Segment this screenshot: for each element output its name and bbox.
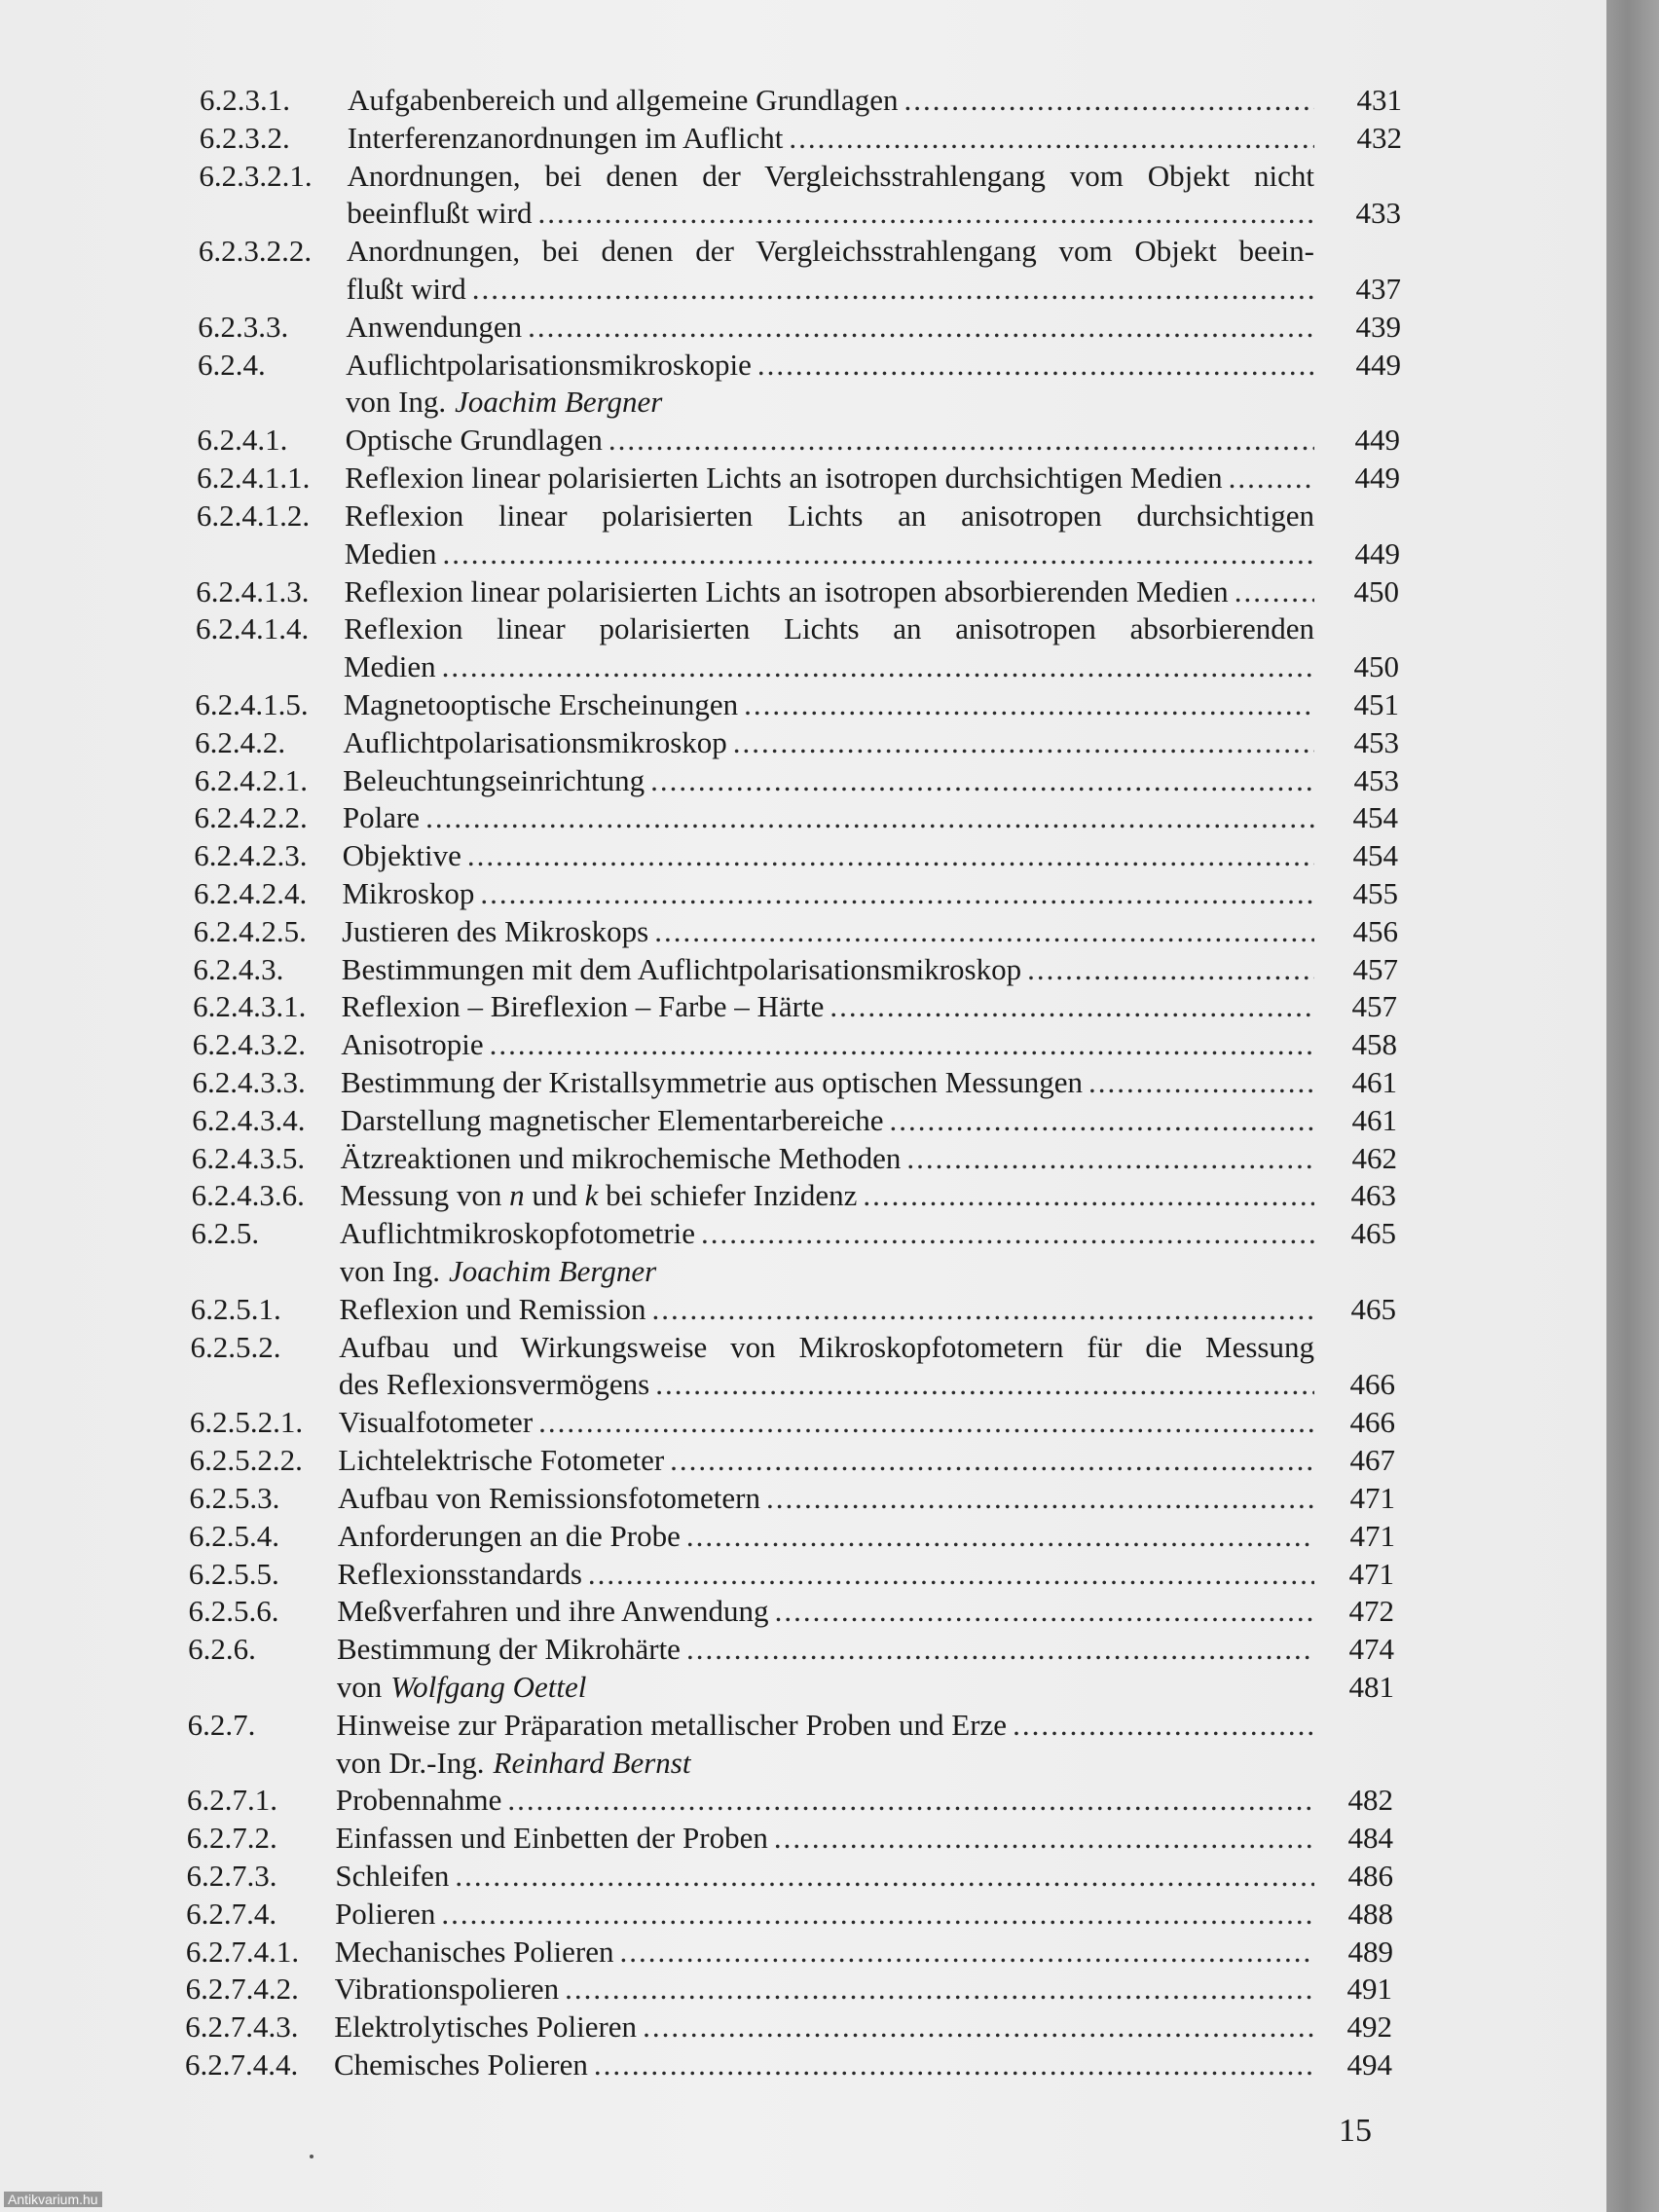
section-title [340, 1140, 1314, 1177]
watermark: Antikvarium.hu [4, 2192, 102, 2207]
leader-dots [538, 1404, 1314, 1441]
section-title [337, 1593, 1314, 1630]
section-title [347, 271, 1314, 308]
page-reference: 486 [1347, 1859, 1393, 1893]
toc-entry [0, 120, 1606, 157]
page-reference: 437 [1355, 272, 1401, 306]
section-title [346, 309, 1314, 346]
section-number: 6.2.3.2. [199, 121, 290, 155]
section-number: 6.2.5.1. [190, 1292, 281, 1326]
toc-entry [0, 1745, 1606, 1782]
section-title [342, 875, 1314, 912]
leader-dots [455, 1858, 1314, 1895]
toc-entry [0, 1102, 1606, 1139]
section-title [345, 460, 1314, 497]
leader-dots [594, 2046, 1314, 2083]
toc-entry [0, 1140, 1606, 1177]
section-title [345, 535, 1314, 572]
page-reference: 481 [1348, 1670, 1394, 1704]
section-number: 6.2.6. [188, 1632, 256, 1666]
section-number: 6.2.7.4.2. [185, 1972, 299, 2006]
leader-dots [1013, 1707, 1314, 1744]
page-reference: 456 [1352, 914, 1398, 948]
toc-entry [0, 799, 1606, 836]
section-title [341, 1064, 1314, 1101]
section-title-text: Anordnungen, bei denen der Vergleichsstrahlengang vom Objekt nicht [347, 159, 1314, 193]
page-reference: 467 [1349, 1443, 1395, 1477]
section-title-text: Auflichtpolarisationsmikroskopie [346, 348, 752, 382]
toc-entry [0, 2046, 1606, 2083]
toc-entry [0, 1858, 1606, 1895]
section-title-text: Ätzreaktionen und mikrochemische Methoden [340, 1141, 902, 1175]
section-title-text: Aufgabenbereich und allgemeine Grundlagen [348, 83, 899, 117]
section-title-text: Anordnungen, bei denen der Vergleichsstrahlengang vom Objekt beein- [346, 234, 1314, 268]
section-title-text: Mechanisches Polieren [334, 1935, 614, 1969]
leader-dots [757, 347, 1314, 384]
toc-entry [0, 1556, 1606, 1593]
page-reference: 466 [1349, 1405, 1395, 1439]
toc-entry [0, 233, 1606, 270]
toc-entry [0, 1442, 1606, 1479]
toc-entry [0, 1518, 1606, 1555]
toc-entry [0, 1253, 1606, 1290]
section-title [336, 1782, 1314, 1819]
section-title-text: Optische Grundlagen [345, 423, 603, 457]
section-number: 6.2.4.3.6. [191, 1178, 305, 1212]
section-number: 6.2.3.2.1. [199, 159, 313, 193]
section-title [342, 988, 1314, 1025]
section-title-text: Meßverfahren und ihre Anwendung [337, 1594, 769, 1628]
toc-entry [0, 1782, 1606, 1819]
section-title-text: Einfassen und Einbetten der Proben [335, 1821, 768, 1855]
leader-dots [490, 1026, 1314, 1063]
leader-dots [655, 1366, 1314, 1403]
section-number: 6.2.5. [191, 1216, 260, 1250]
leader-dots [650, 762, 1314, 799]
section-title [343, 762, 1314, 799]
section-number: 6.2.4.1.5. [195, 687, 309, 721]
leader-dots [1229, 460, 1314, 497]
section-title-text: von Dr.-Ing. [336, 1746, 485, 1780]
section-title [338, 1442, 1314, 1479]
section-number: 6.2.5.2.1. [189, 1405, 304, 1439]
section-title [344, 610, 1314, 647]
author-name: Wolfgang Oettel [390, 1670, 587, 1704]
leader-dots [442, 535, 1314, 572]
page-reference: 462 [1351, 1141, 1397, 1175]
section-title [339, 1329, 1314, 1366]
section-title [335, 1934, 1314, 1971]
section-title-text: Anwendungen [346, 310, 523, 344]
section-title [336, 1707, 1314, 1744]
section-number: 6.2.3.3. [198, 310, 289, 344]
toc-entry [0, 1215, 1606, 1252]
leader-dots [744, 686, 1314, 723]
paper-speck [310, 2155, 313, 2158]
leader-dots [565, 1971, 1314, 2008]
section-title [344, 648, 1314, 685]
leader-dots [863, 1177, 1314, 1214]
section-title-text: Interferenzanordnungen im Auflicht [347, 121, 784, 155]
section-number: 6.2.4.3. [193, 952, 284, 986]
toc-entry [0, 724, 1606, 761]
toc-entry [0, 498, 1606, 535]
page-reference: 449 [1354, 461, 1400, 495]
page-reference: 450 [1353, 649, 1399, 683]
toc-entry [0, 2009, 1606, 2046]
toc-entry [0, 1971, 1606, 2008]
page-reference: 450 [1353, 574, 1399, 608]
toc-entry [0, 1593, 1606, 1630]
section-title-text: Messung von n und k bei schiefer Inzidenz [340, 1178, 858, 1212]
section-title-text: des Reflexionsvermögens [338, 1367, 650, 1401]
section-number: 6.2.4. [197, 348, 266, 382]
page-reference: 458 [1351, 1027, 1397, 1061]
leader-dots [830, 988, 1314, 1025]
leader-dots [652, 1291, 1314, 1328]
section-title-text: Mikroskop [342, 876, 475, 910]
section-title [346, 384, 1314, 421]
section-title [339, 1404, 1314, 1441]
section-number: 6.2.4.1.3. [196, 574, 310, 608]
toc-entry [0, 1631, 1606, 1668]
toc-entry [0, 1404, 1606, 1441]
section-title-text: Reflexion linear polarisierten Lichts an anisotropen durchsichtigen [345, 498, 1314, 533]
toc-entry [0, 1896, 1606, 1933]
section-title [340, 1215, 1314, 1252]
section-title-text: Chemisches Polieren [334, 2047, 588, 2082]
section-title-text: Medien [343, 649, 436, 683]
section-number: 6.2.4.3.2. [192, 1027, 307, 1061]
section-title [343, 799, 1314, 836]
leader-dots [442, 648, 1314, 685]
section-title [347, 158, 1314, 195]
section-number: 6.2.7.4.4. [185, 2047, 299, 2082]
section-title-text: Hinweise zur Präparation metallischer Proben und Erze [336, 1708, 1008, 1742]
leader-dots [528, 309, 1314, 346]
section-number: 6.2.5.2.2. [189, 1443, 303, 1477]
section-title-text: von Ing. [339, 1254, 440, 1288]
section-number: 6.2.4.3.5. [191, 1141, 306, 1175]
section-title-text: Reflexion linear polarisierten Lichts an anisotropen absorbierenden [344, 611, 1314, 645]
toc-entry [0, 1064, 1606, 1101]
section-title-text: Visualfotometer [338, 1405, 534, 1439]
toc-entry [0, 347, 1606, 384]
section-title-text: Darstellung magnetischer Elementarbereiche [340, 1103, 884, 1137]
toc-entry [0, 384, 1606, 421]
section-number: 6.2.4.2.5. [193, 914, 307, 948]
toc-entry [0, 1329, 1606, 1366]
section-title [342, 951, 1314, 988]
leader-dots [904, 82, 1314, 119]
leader-dots [774, 1820, 1314, 1857]
section-title-text: Reflexion und Remission [339, 1292, 646, 1326]
section-title-text: Lichtelektrische Fotometer [338, 1443, 665, 1477]
section-title-text: Justieren des Mikroskops [342, 914, 649, 948]
section-number: 6.2.7.4.1. [185, 1935, 300, 1969]
page-reference: 491 [1346, 1972, 1392, 2006]
page-reference: 457 [1352, 952, 1398, 986]
section-title-text: Schleifen [335, 1859, 450, 1893]
section-title [344, 686, 1314, 723]
section-title-text: beeinflußt wird [347, 196, 533, 230]
page-reference: 461 [1351, 1065, 1397, 1099]
page-reference: 463 [1350, 1178, 1396, 1212]
section-title [339, 1291, 1314, 1328]
page-reference: 471 [1348, 1557, 1394, 1591]
section-title-text: Anisotropie [341, 1027, 484, 1061]
page-reference: 451 [1353, 687, 1399, 721]
leader-dots [654, 913, 1314, 950]
toc-entry [0, 1707, 1606, 1744]
section-title [346, 422, 1314, 459]
page-reference: 449 [1354, 536, 1400, 571]
leader-dots [441, 1896, 1314, 1933]
section-title-text: Reflexion linear polarisierten Lichts an isotropen absorbierenden Medien [344, 574, 1229, 608]
page-reference: 494 [1346, 2047, 1392, 2082]
leader-dots [766, 1480, 1314, 1517]
leader-dots [507, 1782, 1314, 1819]
toc-entry [0, 573, 1606, 610]
leader-dots [537, 195, 1314, 232]
section-title-text: Beleuchtungseinrichtung [343, 763, 645, 797]
section-number: 6.2.5.6. [188, 1594, 279, 1628]
leader-dots [686, 1631, 1314, 1668]
section-title [339, 1366, 1314, 1403]
section-title-text: Anforderungen an die Probe [337, 1519, 681, 1553]
leader-dots [789, 120, 1314, 157]
page-reference: 453 [1353, 763, 1399, 797]
section-title [335, 1858, 1314, 1895]
section-title-text: Reflexion linear polarisierten Lichts an isotropen durchsichtigen Medien [345, 461, 1223, 495]
section-number: 6.2.3.2.2. [198, 234, 313, 268]
section-title-text: von [336, 1670, 383, 1704]
toc-entry [0, 762, 1606, 799]
section-title-text: Probennahme [335, 1783, 502, 1817]
leader-dots [701, 1215, 1314, 1252]
toc-entry [0, 460, 1606, 497]
toc-entry [0, 1934, 1606, 1971]
leader-dots [425, 799, 1314, 836]
toc-entry [0, 1480, 1606, 1517]
page-reference: 465 [1350, 1292, 1396, 1326]
leader-dots [889, 1102, 1314, 1139]
toc-entry [0, 837, 1606, 874]
section-title-text: Auflichtpolarisationsmikroskop [343, 725, 727, 759]
page-reference: 432 [1356, 121, 1402, 155]
toc-entry [0, 158, 1606, 195]
section-title-text: Magnetooptische Erscheinungen [343, 687, 739, 721]
toc-entry [0, 951, 1606, 988]
section-title [342, 913, 1314, 950]
leader-dots [619, 1934, 1314, 1971]
page-reference: 439 [1355, 310, 1401, 344]
author-name: Joachim Bergner [448, 1254, 657, 1288]
section-number: 6.2.4.2.1. [194, 763, 309, 797]
section-title [336, 1820, 1314, 1857]
section-title-text: Polare [342, 800, 421, 834]
section-number: 6.2.7.4. [186, 1897, 277, 1931]
section-title-text: von Ing. [345, 385, 447, 419]
section-title [348, 82, 1314, 119]
page-reference: 461 [1351, 1103, 1397, 1137]
page-number: 15 [1339, 2113, 1372, 2149]
toc-entry [0, 1820, 1606, 1857]
section-title [334, 2009, 1314, 2046]
leader-dots [480, 875, 1314, 912]
toc-entry [0, 648, 1606, 685]
section-title-text: Bestimmungen mit dem Auflichtpolarisationsmikroskop [341, 952, 1022, 986]
leader-dots [670, 1442, 1314, 1479]
leader-dots [733, 724, 1314, 761]
page-reference: 449 [1354, 423, 1400, 457]
section-title [338, 1480, 1314, 1517]
section-title-text: Reflexionsstandards [337, 1557, 582, 1591]
section-number: 6.2.4.1.1. [197, 461, 311, 495]
section-title [348, 120, 1314, 157]
section-number: 6.2.7.4.3. [185, 2009, 299, 2044]
toc-entry [0, 875, 1606, 912]
leader-dots [608, 422, 1314, 459]
toc-entry [0, 1177, 1606, 1214]
section-title-text: Objektive [342, 838, 461, 872]
leader-dots [1027, 951, 1314, 988]
toc-entry [0, 1669, 1606, 1706]
page-reference: 457 [1351, 989, 1397, 1023]
book-spine-shadow [1606, 0, 1659, 2212]
page-reference: 449 [1355, 348, 1401, 382]
section-number: 6.2.5.3. [189, 1481, 280, 1515]
section-number: 6.2.4.2.3. [194, 838, 308, 872]
section-title [336, 1745, 1314, 1782]
author-name: Joachim Bergner [455, 385, 663, 419]
section-title-text: Aufbau von Remissionsfotometern [338, 1481, 760, 1515]
toc-entry [0, 686, 1606, 723]
leader-dots [467, 837, 1314, 874]
section-title [343, 837, 1314, 874]
page-reference: 431 [1356, 83, 1402, 117]
section-title [346, 347, 1314, 384]
section-number: 6.2.3.1. [200, 83, 290, 117]
section-title-text: Polieren [335, 1897, 436, 1931]
leader-dots [775, 1593, 1314, 1630]
page-reference: 433 [1355, 196, 1401, 230]
page-reference: 471 [1349, 1481, 1395, 1515]
page-reference: 453 [1353, 725, 1399, 759]
toc-entry [0, 1291, 1606, 1328]
section-title-text: flußt wird [346, 272, 466, 306]
section-number: 6.2.4.2.4. [193, 876, 308, 910]
section-number: 6.2.5.2. [190, 1330, 281, 1364]
page-reference: 465 [1350, 1216, 1396, 1250]
page-reference: 455 [1352, 876, 1398, 910]
section-number: 6.2.7. [187, 1708, 256, 1742]
section-number: 6.2.4.1.2. [196, 498, 311, 533]
section-number: 6.2.7.2. [186, 1821, 277, 1855]
page-reference: 489 [1347, 1935, 1393, 1969]
leader-dots [643, 2009, 1314, 2046]
section-title [334, 2046, 1314, 2083]
toc-entry [0, 535, 1606, 572]
section-number: 6.2.5.5. [188, 1557, 279, 1591]
section-title-text: Bestimmung der Kristallsymmetrie aus optischen Messungen [341, 1065, 1083, 1099]
page-reference: 484 [1347, 1821, 1393, 1855]
page-reference: 472 [1348, 1594, 1394, 1628]
section-title-text: Bestimmung der Mikrohärte [336, 1632, 681, 1666]
section-title [341, 1102, 1314, 1139]
section-title-text: Vibrationspolieren [334, 1972, 560, 2006]
section-title [347, 195, 1314, 232]
page-reference: 492 [1346, 2009, 1392, 2044]
section-title [337, 1631, 1314, 1668]
section-number: 6.2.5.4. [189, 1519, 280, 1553]
leader-dots [1235, 573, 1314, 610]
section-number: 6.2.4.2. [195, 725, 286, 759]
section-title-text: Auflichtmikroskopfotometrie [339, 1216, 695, 1250]
toc-entry [0, 309, 1606, 346]
section-title [341, 1026, 1314, 1063]
section-number: 6.2.4.3.3. [192, 1065, 306, 1099]
section-title-text: Aufbau und Wirkungsweise von Mikroskopfotometern für die Messung [339, 1330, 1314, 1364]
section-title [345, 573, 1315, 610]
leader-dots [1088, 1064, 1314, 1101]
leader-dots [906, 1140, 1314, 1177]
section-number: 6.2.4.1.4. [195, 611, 310, 645]
page-reference: 454 [1352, 800, 1398, 834]
toc-entry [0, 1026, 1606, 1063]
page-reference: 488 [1347, 1897, 1393, 1931]
section-title [340, 1177, 1314, 1214]
section-title [335, 1971, 1314, 2008]
section-number: 6.2.4.3.4. [192, 1103, 306, 1137]
toc-entry [0, 1366, 1606, 1403]
toc-entry [0, 610, 1606, 647]
section-title [343, 724, 1314, 761]
section-title [340, 1253, 1314, 1290]
section-number: 6.2.4.1. [197, 423, 288, 457]
section-title-text: Medien [344, 536, 437, 571]
page-reference: 474 [1348, 1632, 1394, 1666]
section-title-text: Elektrolytisches Polieren [334, 2009, 638, 2044]
section-title-text: Reflexion – Bireflexion – Farbe – Härte [341, 989, 825, 1023]
section-number: 6.2.4.2.2. [194, 800, 308, 834]
section-title [337, 1669, 1314, 1706]
page-reference: 482 [1347, 1783, 1393, 1817]
toc-entry [0, 271, 1606, 308]
page-reference: 454 [1352, 838, 1398, 872]
section-title [338, 1518, 1314, 1555]
section-number: 6.2.7.3. [186, 1859, 277, 1893]
toc-entry [0, 82, 1606, 119]
section-number: 6.2.7.1. [187, 1783, 278, 1817]
toc-entry [0, 195, 1606, 232]
leader-dots [588, 1556, 1314, 1593]
toc-entry [0, 913, 1606, 950]
section-title [335, 1896, 1314, 1933]
section-title [345, 498, 1314, 535]
section-number: 6.2.4.3.1. [193, 989, 307, 1023]
toc-entry [0, 988, 1606, 1025]
section-title [347, 233, 1314, 270]
page-reference: 466 [1349, 1367, 1395, 1401]
leader-dots [472, 271, 1314, 308]
leader-dots [686, 1518, 1314, 1555]
toc-entry [0, 422, 1606, 459]
page-reference: 471 [1349, 1519, 1395, 1553]
section-title [338, 1556, 1315, 1593]
author-name: Reinhard Bernst [493, 1746, 691, 1780]
